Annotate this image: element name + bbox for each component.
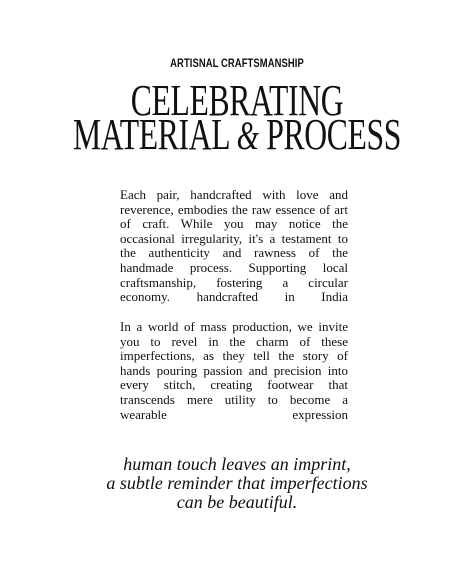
eyebrow-label: ARTISNAL CRAFTSMANSHIP	[170, 58, 304, 70]
headline-line-2	[66, 110, 407, 159]
headline-material: MATERIAL	[72, 110, 237, 159]
headline-ampersand: &	[236, 113, 259, 158]
quote-line-1: human touch leaves an imprint,	[123, 454, 351, 474]
paragraph-craft: Each pair, handcrafted with love and reverence, embodies the raw essence of art of craft. While you may notice the occasional irregularity, it's a testament to the authenticity and rawness of the handmade process. Supporting local craftsmanship, fostering a circular economy. handcrafted in India	[120, 187, 348, 305]
headline-process: PROCESS	[258, 110, 402, 159]
headline-line-1: CELEBRATING	[130, 76, 344, 125]
headline	[0, 76, 474, 159]
quote-line-3: can be beautiful.	[176, 492, 298, 512]
closing-quote	[0, 455, 474, 512]
quote-line-2: a subtle reminder that imperfections	[106, 473, 368, 493]
paragraph-imperfections: In a world of mass production, we invite you to revel in the charm of these imperfections, as they tell the story of hands pouring passion and precision into every stitch, creating footwear that transcends mere utility to become a wearable expression	[120, 319, 348, 422]
